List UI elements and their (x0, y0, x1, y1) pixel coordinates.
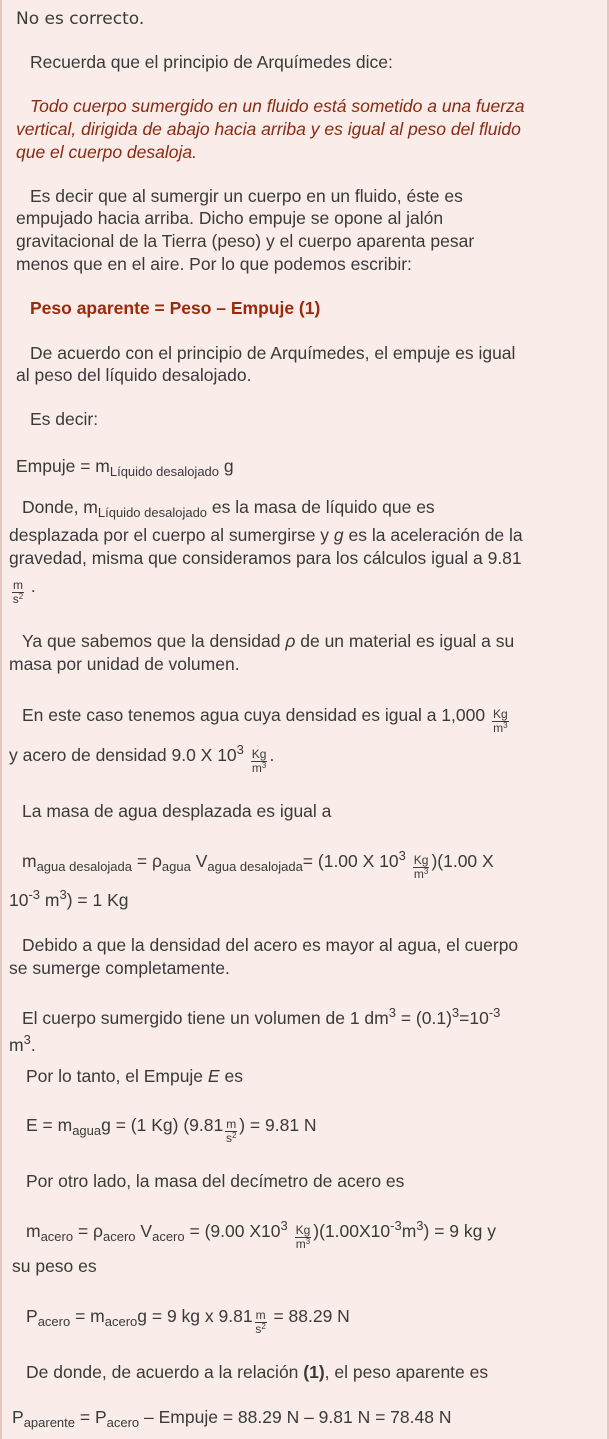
paragraph-line: y acero de densidad 9.0 X $10^3$ $\frac{Kg}{m^3}$ . (9, 742, 275, 775)
fraction-unit: $\frac{m}{s^2}$ (225, 1117, 237, 1145)
feedback-title: No es correcto. (16, 9, 145, 29)
paragraph-line: El cuerpo sumergido tiene un volumen de 1 $dm^3 = (0.1)^3=10^{-3}$ (22, 1005, 501, 1028)
fraction-unit: $\frac{m}{s^2}$ (255, 1308, 266, 1336)
steel-weight-equation: $P_{acero} = m_{acero}g = 9$ kg x 9.81 $\frac{m}{s^2}$ = 88.29 N (26, 1306, 350, 1336)
paragraph-line: desplazada por el cuerpo al sumergirse y g es la aceleración de la (9, 525, 523, 545)
steel-mass-equation: $m_{acero} = \rho_{acero}$ $V_{acero} = (9.00$ $X10^3$ $\frac{Kg}{m^3}$ )$(1.00X10^{-3}m^3) = 9$ kg y (26, 1218, 496, 1251)
paragraph-line: De donde, de acuerdo a la relación (1), el peso aparente es (26, 1362, 489, 1382)
paragraph-line: Donde, $m_{Líquido desalojado}$ es la masa de líquido que es (22, 497, 435, 520)
paragraph-line: menos que en el aire. Por lo que podemos escribir: (16, 254, 412, 274)
paragraph-line: Ya que sabemos que la densidad ρ de un material es igual a su (22, 631, 515, 651)
fraction-unit: $\frac{Kg}{m^3}$ (295, 1223, 311, 1251)
paragraph-line: En este caso tenemos agua cuya densidad es igual a 1,000 $\frac{Kg}{m^3}$ (22, 705, 508, 735)
water-mass-equation: $m_{agua desalojada} = \rho_{agua}$ $V_{agua desalojada}= (1.00$ X $10^3$ $\frac{Kg}{m^3}$ )(1.00 X (22, 848, 494, 881)
quote-line-1: Todo cuerpo sumergido en un fluido está sometido a una fuerza (30, 96, 525, 116)
paragraph-line: Es decir: (30, 409, 99, 429)
fraction-unit: $\frac{Kg}{m^3}$ (492, 707, 508, 735)
apparent-weight-equation: Peso aparente = Peso – Empuje (1) (30, 298, 321, 318)
paragraph-line: gravitacional de la Tierra (peso) y el cuerpo aparenta pesar (16, 231, 475, 251)
paragraph-line: masa por unidad de volumen. (9, 654, 240, 674)
water-mass-equation-cont: $10^{-3}$ $m^3) = 1$ Kg (9, 887, 129, 910)
paragraph-line: Por lo tanto, el Empuje E es (26, 1066, 243, 1086)
paragraph-line: Por otro lado, la masa del decímetro de acero es (26, 1171, 405, 1191)
quote-line-3: que el cuerpo desaloja. (16, 142, 197, 162)
intro-text: Recuerda que el principio de Arquímedes dice: (30, 52, 393, 72)
paragraph-line: Es decir que al sumergir un cuerpo en un fluido, éste es (30, 186, 463, 206)
apparent-weight-result: $P_{aparente} = P_{acero}$ – Empuje = 88.29 N – 9.81 N = 78.48 N (12, 1407, 452, 1430)
fraction-unit: $\frac{m}{s^2}$ (12, 578, 24, 606)
paragraph-line: su peso es (12, 1256, 97, 1276)
paragraph-line: De acuerdo con el principio de Arquímedes, el empuje es igual (30, 343, 516, 363)
fraction-unit: $\frac{Kg}{m^3}$ (251, 747, 267, 775)
paragraph-line: $m^3$. (9, 1032, 36, 1055)
paragraph-line: gravedad, misma que consideramos para los cálculos igual a 9.81 (9, 548, 522, 568)
paragraph-line: se sumerge completamente. (9, 958, 230, 978)
paragraph-line: La masa de agua desplazada es igual a (22, 801, 332, 821)
paragraph-line: empujado hacia arriba. Dicho empuje se opone al jalón (16, 208, 444, 228)
fraction-unit: $\frac{Kg}{m^3}$ (413, 853, 429, 881)
gravity-unit: $\frac{m}{s^2}$ . (12, 576, 36, 606)
paragraph-line: al peso del líquido desalojado. (16, 365, 252, 385)
buoyancy-calculation: $E = m_{agua}g = (1$ Kg) (9.81 $\frac{m}{s^2}$ ) = 9.81 N (26, 1115, 317, 1145)
quote-line-2: vertical, dirigida de abajo hacia arriba y es igual al peso del fluido (16, 119, 521, 139)
buoyancy-equation: Empuje = $m_{Líquido desalojado}$ g (16, 456, 234, 479)
paragraph-line: Debido a que la densidad del acero es mayor al agua, el cuerpo (22, 935, 519, 955)
